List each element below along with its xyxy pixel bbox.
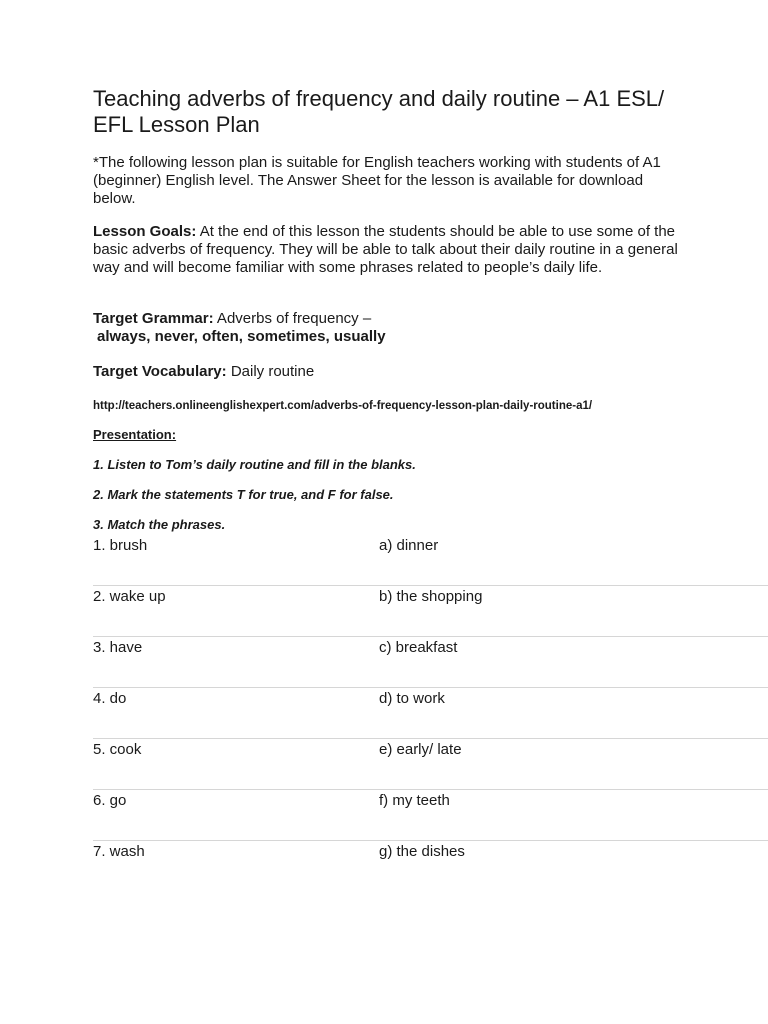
match-left-cell: 1. brush	[93, 537, 148, 554]
target-grammar-label: Target Grammar:	[93, 310, 214, 327]
grammar-word: sometimes	[247, 328, 326, 345]
target-vocabulary-text: Daily routine	[226, 363, 315, 380]
presentation-heading: Presentation:	[93, 427, 177, 442]
task-instruction: 2. Mark the statements T for true, and F for false.	[93, 487, 394, 502]
match-left-cell: 5. cook	[93, 741, 142, 758]
table-row	[93, 789, 768, 840]
table-row	[93, 840, 768, 891]
match-right-cell: c) breakfast	[379, 639, 458, 656]
target-vocabulary-label: Target Vocabulary:	[93, 363, 227, 380]
intro-paragraph: *The following lesson plan is suitable for English teachers working with students of A1 (beginner) English level. The Answer Sheet for the lesson is available for download below.	[93, 154, 661, 207]
target-grammar-paragraph	[93, 310, 683, 346]
match-left-cell: 4. do	[93, 690, 127, 707]
match-right-cell: a) dinner	[379, 537, 439, 554]
grammar-word: often	[202, 328, 239, 345]
target-grammar-text: Adverbs of frequency –	[213, 310, 372, 327]
match-right-cell: f) my teeth	[379, 792, 450, 809]
table-row	[93, 585, 768, 636]
match-left-cell: 3. have	[93, 639, 143, 656]
match-left-cell: 2. wake up	[93, 588, 166, 605]
grammar-word: always	[97, 328, 147, 345]
table-row	[93, 687, 768, 738]
grammar-words: always, never, often, sometimes, usually	[97, 328, 386, 345]
grammar-word: never	[154, 328, 194, 345]
task-instruction: 3. Match the phrases.	[93, 517, 226, 532]
lesson-goals-label: Lesson Goals:	[93, 223, 197, 240]
table-row	[93, 636, 768, 687]
match-right-cell: d) to work	[379, 690, 445, 707]
match-left-cell: 7. wash	[93, 843, 145, 860]
page-title: Teaching adverbs of frequency and daily routine – A1 ESL/ EFL Lesson Plan	[93, 86, 665, 137]
lesson-goals-paragraph	[93, 223, 683, 277]
grammar-word: usually	[333, 328, 386, 345]
table-row	[93, 738, 768, 789]
lesson-goals-text: At the end of this lesson the students should be able to use some of the basic adverbs of frequency. They will be able to talk about their daily routine in a general way and will become familiar with some phrases related to people’s daily life.	[93, 223, 678, 276]
match-phrases-table	[93, 535, 768, 891]
lesson-url-link[interactable]: http://teachers.onlineenglishexpert.com/adverbs-of-frequency-lesson-plan-daily-routine-a1/	[93, 400, 593, 412]
match-right-cell: b) the shopping	[379, 588, 483, 605]
table-row	[93, 535, 768, 585]
task-instruction: 1. Listen to Tom’s daily routine and fill in the blanks.	[93, 457, 416, 472]
match-right-cell: e) early/ late	[379, 741, 462, 758]
document-page	[93, 0, 768, 1024]
match-right-cell: g) the dishes	[379, 843, 465, 860]
match-left-cell: 6. go	[93, 792, 127, 809]
target-vocabulary-paragraph	[93, 363, 683, 381]
